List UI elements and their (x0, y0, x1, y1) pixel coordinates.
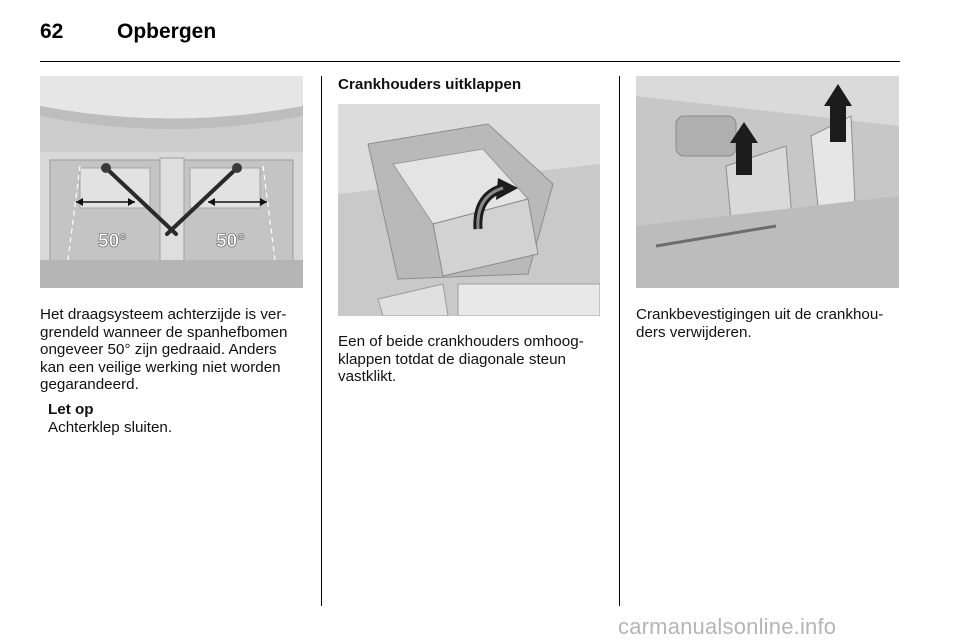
column2-paragraph (338, 333, 613, 386)
text-line: ongeveer 50° zijn gedraaid. Anders (40, 341, 277, 359)
text-line: klappen totdat de diagonale steun (338, 350, 566, 368)
note-text: Achterklep sluiten. (48, 418, 173, 436)
column1-paragraph (40, 306, 310, 394)
text-line: grendeld wanneer de spanhefbomen (40, 323, 288, 341)
column-divider-left (321, 76, 322, 606)
text-line: Het draagsysteem achterzijde is ver- (40, 306, 287, 323)
page-number: 62 (40, 20, 64, 43)
angle-label-right: 50° (216, 231, 245, 252)
figure-crank-mountings-remove (636, 76, 899, 288)
site-watermark: carmanualsonline.info (618, 614, 837, 639)
text-line: kan een veilige werking niet worden (40, 358, 281, 376)
text-line: gegarandeerd. (40, 376, 139, 394)
text-line: Een of beide crankhouders omhoog- (338, 333, 584, 350)
text-line: ders verwijderen. (636, 323, 752, 341)
section-title: Opbergen (117, 20, 217, 43)
angle-label-left: 50° (98, 231, 127, 252)
header-rule (40, 61, 900, 62)
column3-paragraph (636, 306, 911, 341)
text-line: Crankbevestigingen uit de crankhou- (636, 306, 884, 323)
column-divider-right (619, 76, 620, 606)
note-heading: Let op (48, 401, 94, 418)
text-line: vastklikt. (338, 368, 397, 386)
crank-holder-heading: Crankhouders uitklappen (338, 76, 522, 93)
figure-crank-holder-fold-out (338, 104, 600, 316)
note-block (48, 401, 308, 436)
figure-tension-levers (40, 76, 303, 288)
